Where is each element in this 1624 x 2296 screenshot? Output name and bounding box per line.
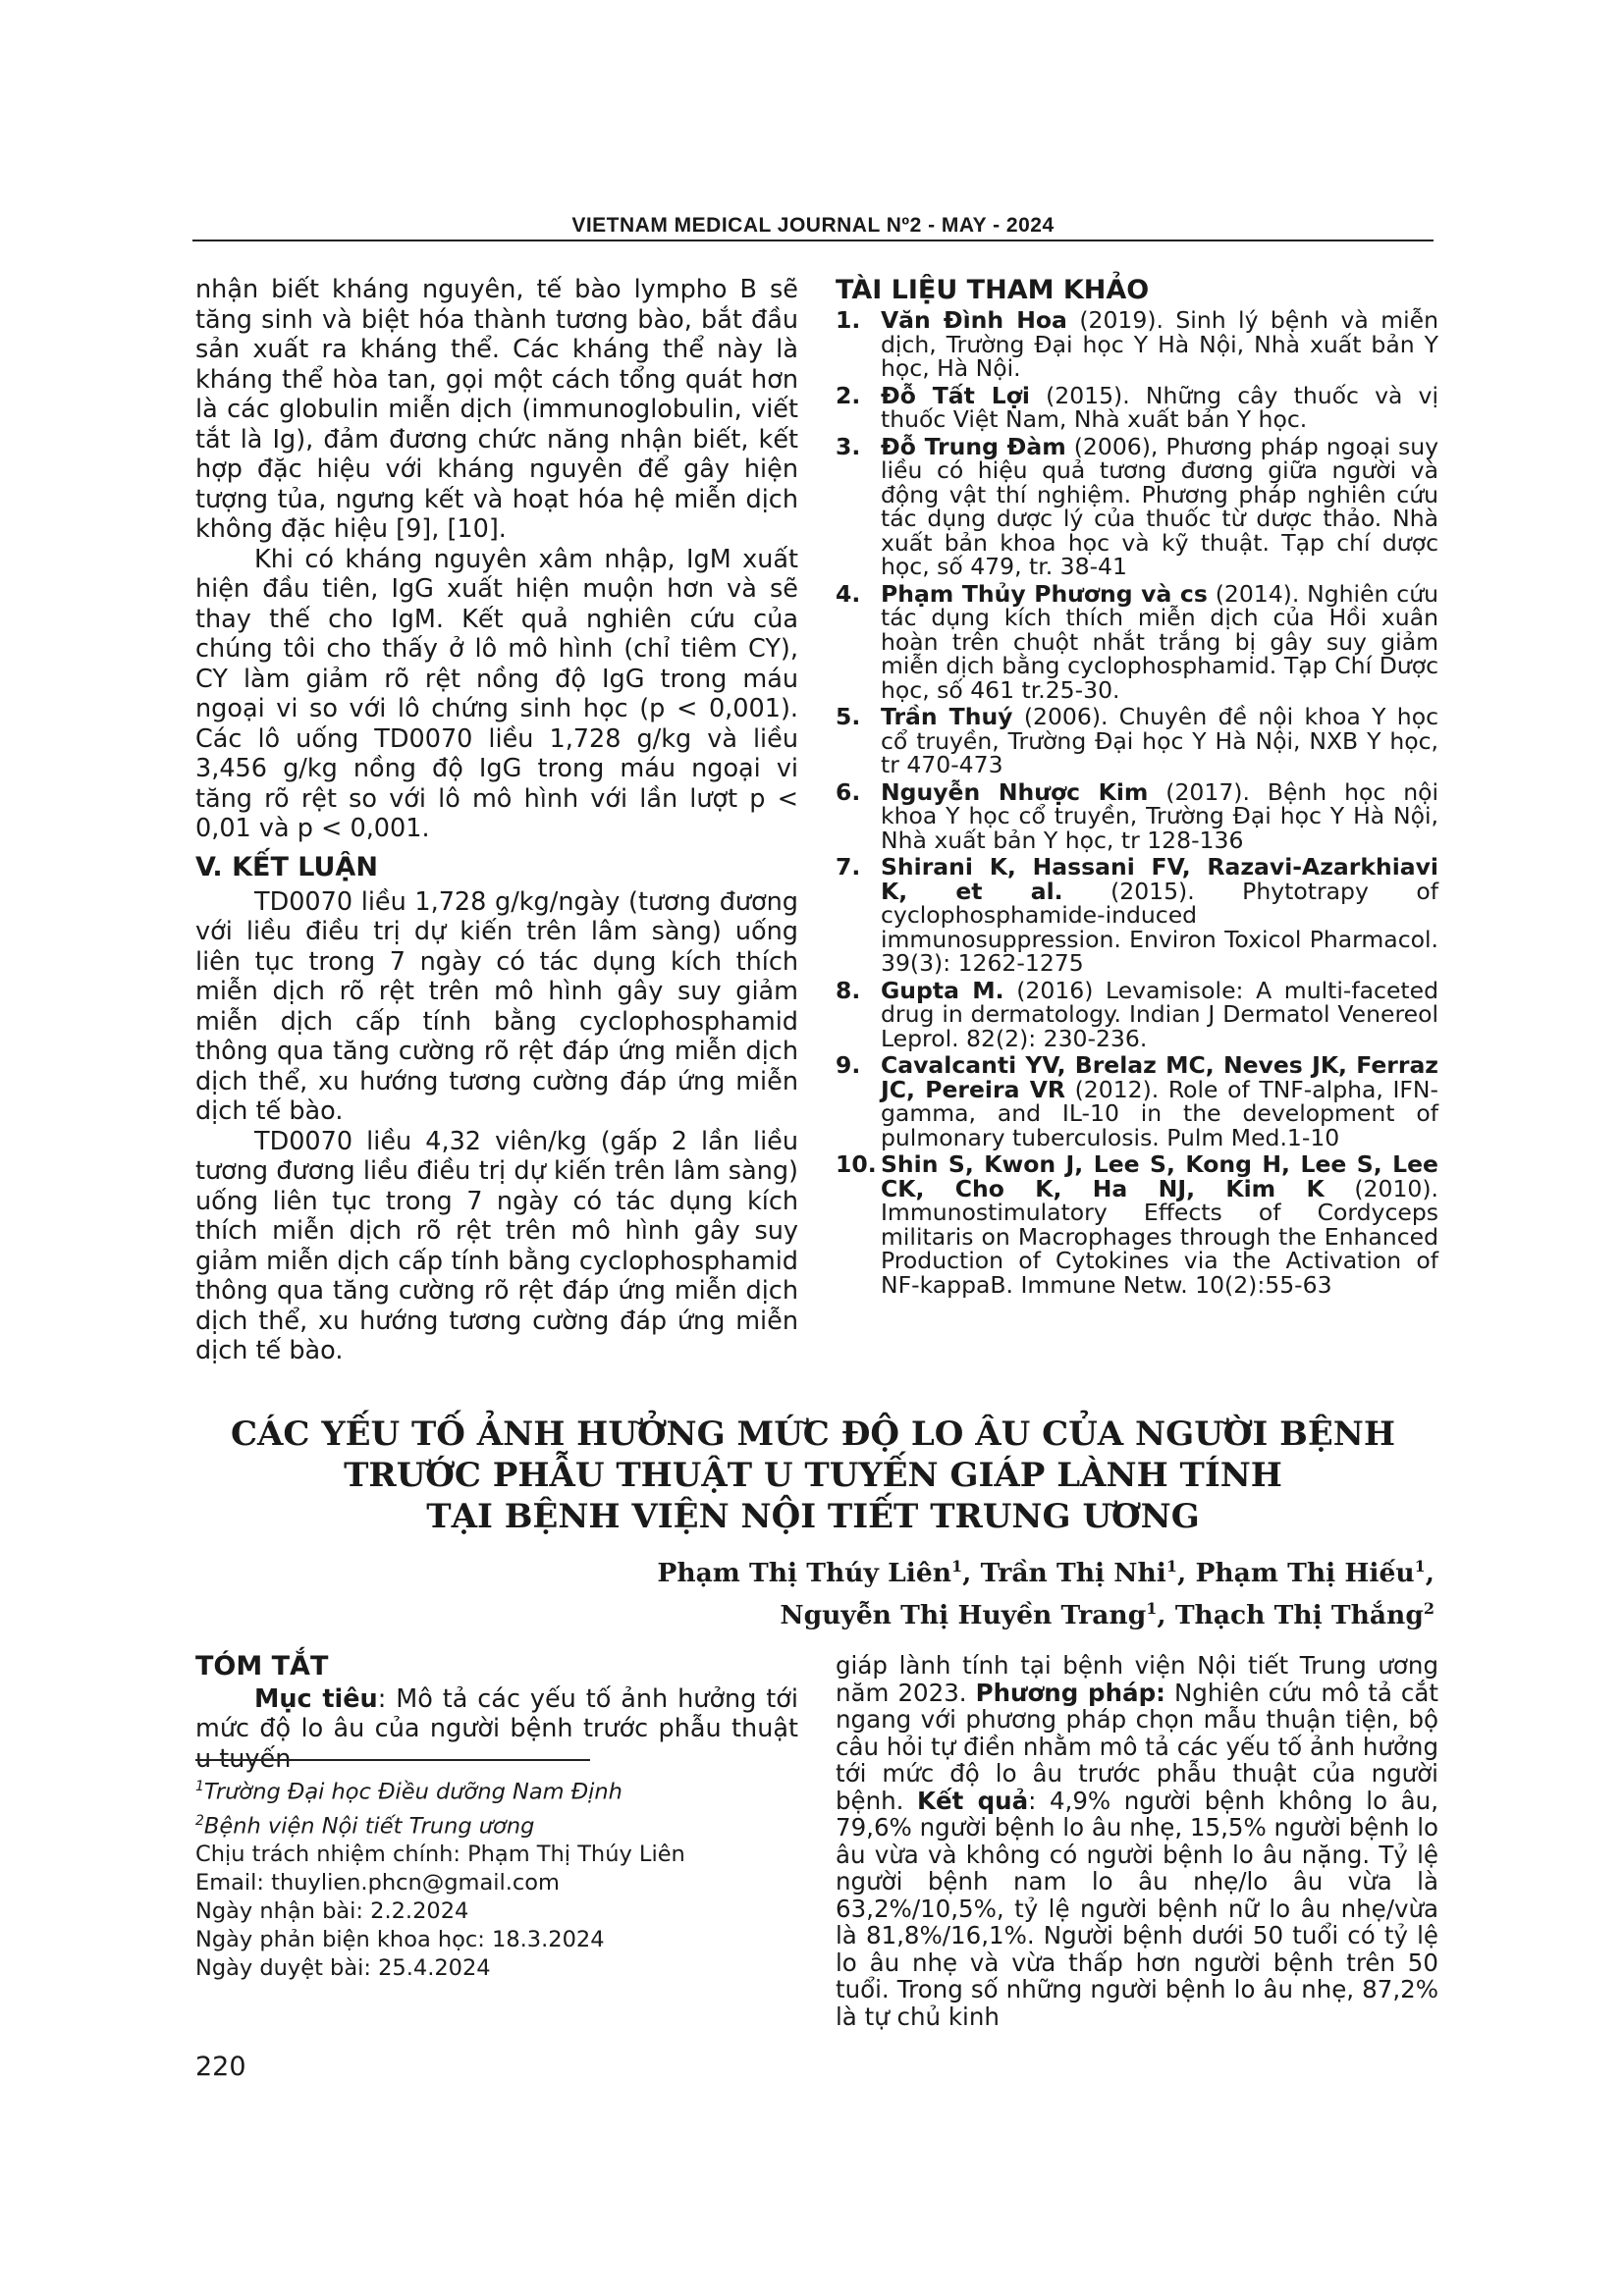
body-paragraph: nhận biết kháng nguyên, tế bào lympho B sẽ tăng sinh và biệt hóa thành tương bào, bắt đầu sản xuất ra kháng thể. Các kháng thể này là kháng thể hòa tan, gọi một cách tổng quát hơn là các globulin miễn dịch (immunoglobulin, viết tắt là Ig), đảm đương chức năng nhận biết, kết hợp đặc hiệu với kháng nguyên để gây hiện tượng tủa, ngưng kết và hoạt hóa hệ miễn dịch không đặc hiệu [9], [10]. xyxy=(195,275,798,544)
result-label: Kết quả xyxy=(917,1786,1029,1815)
reference-number: 1. xyxy=(836,306,861,334)
objective-text: : Mô tả các yếu tố ảnh hưởng tới mức độ lo âu của người bệnh trước phẫu thuật u tuyến xyxy=(195,1683,798,1774)
author-name: Phạm Thị Thúy Liên xyxy=(657,1557,952,1588)
abstract-right xyxy=(836,1652,1438,2030)
reference-authors: Trần Thuý xyxy=(881,703,1013,730)
conclusion-paragraph: TD0070 liều 4,32 viên/kg (gấp 2 lần liều tương đương liều điều trị dự kiến trên lâm sàng) uống liên tục trong 7 ngày có tác dụng kích thích miễn dịch rõ rệt trên mô hình gây suy giảm miễn dịch cấp tính bằng cyclophosphamid thông qua tăng cường rõ rệt đáp ứng miễn dịch dịch thể, xu hướng tương cường đáp ứng miễn dịch tế bào. xyxy=(195,1126,798,1365)
method-label: Phương pháp: xyxy=(975,1678,1165,1707)
reference-text: (2006), Phương pháp ngoại suy liều có hiệu quả tương đương giữa người và động vật thí nghiệm. Phương pháp nghiên cứu tác dụng dược lý của thuốc từ dược thảo. Nhà xuất bản khoa học và kỹ thuật. Tạp chí dược học, số 479, tr. 38-41 xyxy=(881,432,1438,580)
author-name: Phạm Thị Hiếu xyxy=(1195,1557,1415,1588)
abstract-left xyxy=(195,1652,798,1774)
reference-authors: Nguyễn Nhược Kim xyxy=(881,777,1149,806)
title-line: CÁC YẾU TỐ ẢNH HƯỞNG MỨC ĐỘ LO ÂU CỦA NGƯỜI BỆNH xyxy=(230,1415,1395,1454)
author-affiliation: 2 xyxy=(1423,1598,1435,1618)
references-column xyxy=(836,275,1438,1300)
reference-text: (2015). Phytotrapy of cyclophosphamide-induced immunosuppression. Environ Toxicol Pharmacol. 39(3): 1262-1275 xyxy=(881,877,1439,977)
result-text: : 4,9% người bệnh không lo âu, 79,6% người bệnh lo âu nhẹ, 15,5% người bệnh lo âu vừa và không có người bệnh lo âu nặng. Tỷ lệ người bệnh nam lo âu nhẹ/lo âu vừa là 63,2%/10,5%, tỷ lệ người bệnh nữ lo âu nhẹ/vừa là 81,8%/16,1%. Người bệnh dưới 50 tuổi có tỷ lệ lo âu nhẹ và vừa thấp hơn người bệnh trên 50 tuổi. Trong số những người bệnh lo âu nhẹ, 87,2% là tự chủ kinh xyxy=(836,1786,1438,2031)
reference-item xyxy=(836,705,1438,777)
affiliation-note xyxy=(195,1807,798,1842)
journal-header: VIETNAM MEDICAL JOURNAL Nº2 - MAY - 2024 xyxy=(571,214,1055,237)
affiliation-note xyxy=(195,1773,798,1807)
reference-authors: Shin S, Kwon J, Lee S, Kong H, Lee S, Lee CK, Cho K, Ha NJ, Kim K xyxy=(881,1150,1438,1202)
page-number: 220 xyxy=(195,2052,246,2082)
author-affiliation: 1 xyxy=(1414,1557,1426,1575)
affiliation-number: 2 xyxy=(195,1812,204,1829)
reference-item xyxy=(836,1152,1438,1297)
author-separator: , xyxy=(1425,1557,1435,1588)
author-affiliation: 1 xyxy=(951,1557,963,1575)
affiliation-text: Trường Đại học Điều dưỡng Nam Định xyxy=(203,1779,623,1805)
article-title xyxy=(192,1414,1434,1537)
author-separator: , xyxy=(962,1557,981,1588)
title-line: TẠI BỆNH VIỆN NỘI TIẾT TRUNG ƯƠNG xyxy=(426,1497,1200,1536)
reference-item xyxy=(836,432,1438,580)
reference-authors: Đỗ Trung Đàm xyxy=(881,432,1066,460)
author-name: Thạch Thị Thắng xyxy=(1174,1599,1424,1630)
reference-authors: Văn Đình Hoa xyxy=(881,306,1067,334)
author-affiliation: 1 xyxy=(1165,1557,1178,1575)
references-heading: TÀI LIỆU THAM KHẢO xyxy=(836,275,1150,305)
author-line xyxy=(453,1549,1435,1591)
objective-continuation: giáp lành tính tại bệnh viện Nội tiết Trung ương năm 2023. xyxy=(836,1651,1438,1707)
reference-authors: Shirani K, Hassani FV, Razavi-Azarkhiavi K, et al. xyxy=(881,853,1438,905)
reference-item xyxy=(836,579,1438,704)
conclusion-paragraph: TD0070 liều 1,728 g/kg/ngày (tương đương với liều điều trị dự kiến trên lâm sàng) uống liên tục trong 7 ngày có tác dụng kích thích miễn dịch rõ rệt trên mô hình gây suy giảm miễn dịch cấp tính bằng cyclophosphamid thông qua tăng cường rõ rệt đáp ứng miễn dịch dịch thể, xu hướng tương cường đáp ứng miễn dịch tế bào. xyxy=(195,886,798,1126)
abstract-heading: TÓM TẮT xyxy=(195,1651,329,1682)
author-name: Trần Thị Nhi xyxy=(980,1557,1166,1588)
reference-item xyxy=(836,777,1438,854)
reference-number: 4. xyxy=(836,579,861,608)
reference-item xyxy=(836,381,1438,433)
method-text: Nghiên cứu mô tả cắt ngang với phương pháp chọn mẫu thuận tiện, bộ câu hỏi tự điền nhằm mô tả các yếu tố ảnh hưởng tới mức độ lo âu trước phẫu thuật của người bệnh. xyxy=(836,1678,1438,1815)
reference-authors: Phạm Thủy Phương và cs xyxy=(881,579,1208,608)
footnotes xyxy=(195,1773,798,1983)
reference-item xyxy=(836,1053,1438,1149)
reference-number: 10. xyxy=(836,1150,877,1178)
reference-number: 7. xyxy=(836,853,861,881)
left-column xyxy=(195,275,798,1366)
reference-number: 6. xyxy=(836,777,861,806)
conclusion-heading: V. KẾT LUẬN xyxy=(195,851,378,882)
reference-number: 8. xyxy=(836,976,861,1004)
reference-number: 9. xyxy=(836,1051,861,1079)
reference-number: 3. xyxy=(836,432,861,460)
reference-item xyxy=(836,308,1438,381)
reference-authors: Cavalcanti YV, Brelaz MC, Neves JK, Ferraz JC, Pereira VR xyxy=(881,1051,1438,1103)
responsible-author: Chịu trách nhiệm chính: Phạm Thị Thúy Liên xyxy=(195,1842,685,1867)
reference-text: (2006). Chuyên đề nội khoa Y học cổ truyền, Trường Đại học Y Hà Nội, NXB Y học, tr 470-473 xyxy=(881,703,1438,778)
body-paragraph: Khi có kháng nguyên xâm nhập, IgM xuất hiện đầu tiên, IgG xuất hiện muộn hơn và sẽ thay thế cho IgM. Kết quả nghiên cứu của chúng tôi cho thấy ở lô mô hình (chỉ tiêm CY), CY làm giảm rõ rệt nồng độ IgG trong máu ngoại vi so với lô chứng sinh học (p < 0,001). Các lô uống TD0070 liều 1,728 g/kg và liều 3,456 g/kg nồng độ IgG trong máu ngoại vi tăng rõ rệt so với lô mô hình với lần lượt p < 0,01 và p < 0,001. xyxy=(195,544,798,843)
reference-item xyxy=(836,976,1438,1052)
reference-text: (2016) Levamisole: A multi-faceted drug in dermatology. Indian J Dermatol Venereol Leprol. 82(2): 230-236. xyxy=(881,976,1438,1052)
author-list xyxy=(453,1549,1435,1633)
reference-item xyxy=(836,855,1438,976)
author-separator: , xyxy=(1177,1557,1196,1588)
review-date: Ngày phản biện khoa học: 18.3.2024 xyxy=(195,1927,605,1952)
footnote-rule xyxy=(195,1759,590,1761)
reference-text: (2012). Role of TNF-alpha, IFN-gamma, and IL-10 in the development of pulmonary tuberculosis. Pulm Med.1-10 xyxy=(881,1075,1438,1151)
author-line xyxy=(453,1591,1435,1633)
contact-email: Email: thuylien.phcn@gmail.com xyxy=(195,1870,560,1896)
header-rule xyxy=(192,240,1434,241)
title-line: TRƯỚC PHẪU THUẬT U TUYẾN GIÁP LÀNH TÍNH xyxy=(344,1456,1282,1495)
reference-number: 2. xyxy=(836,381,861,409)
affiliation-text: Bệnh viện Nội tiết Trung ương xyxy=(203,1813,535,1839)
reference-text: (2010). Immunostimulatory Effects of Cordyceps militaris on Macrophages through the Enhanced Production of Cytokines via the Activation of NF-kappaB. Immune Netw. 10(2):55-63 xyxy=(881,1174,1438,1299)
reference-text: (2014). Nghiên cứu tác dụng kích thích miễn dịch của Hồi xuân hoàn trên chuột nhắt trắng bị gây suy giảm miễn dịch bằng cyclophosphamid. Tạp Chí Dược học, số 461 tr.25-30. xyxy=(881,579,1438,704)
reference-authors: Đỗ Tất Lợi xyxy=(881,381,1030,409)
author-name: Nguyễn Thị Huyền Trang xyxy=(780,1599,1147,1630)
affiliation-number: 1 xyxy=(195,1779,204,1794)
reference-authors: Gupta M. xyxy=(881,976,1004,1004)
reference-text: (2015). Những cây thuốc và vị thuốc Việt Nam, Nhà xuất bản Y học. xyxy=(881,381,1438,433)
approval-date: Ngày duyệt bài: 25.4.2024 xyxy=(195,1955,491,1981)
reference-text: (2019). Sinh lý bệnh và miễn dịch, Trường Đại học Y Hà Nội, Nhà xuất bản Y học, Hà Nội. xyxy=(881,306,1438,382)
author-separator: , xyxy=(1157,1599,1175,1630)
objective-label: Mục tiêu xyxy=(254,1683,378,1714)
reference-number: 5. xyxy=(836,703,861,730)
received-date: Ngày nhận bài: 2.2.2024 xyxy=(195,1898,469,1924)
reference-text: (2017). Bệnh học nội khoa Y học cổ truyền, Trường Đại học Y Hà Nội, Nhà xuất bản Y học, tr 128-136 xyxy=(881,777,1438,854)
author-affiliation: 1 xyxy=(1146,1598,1158,1618)
